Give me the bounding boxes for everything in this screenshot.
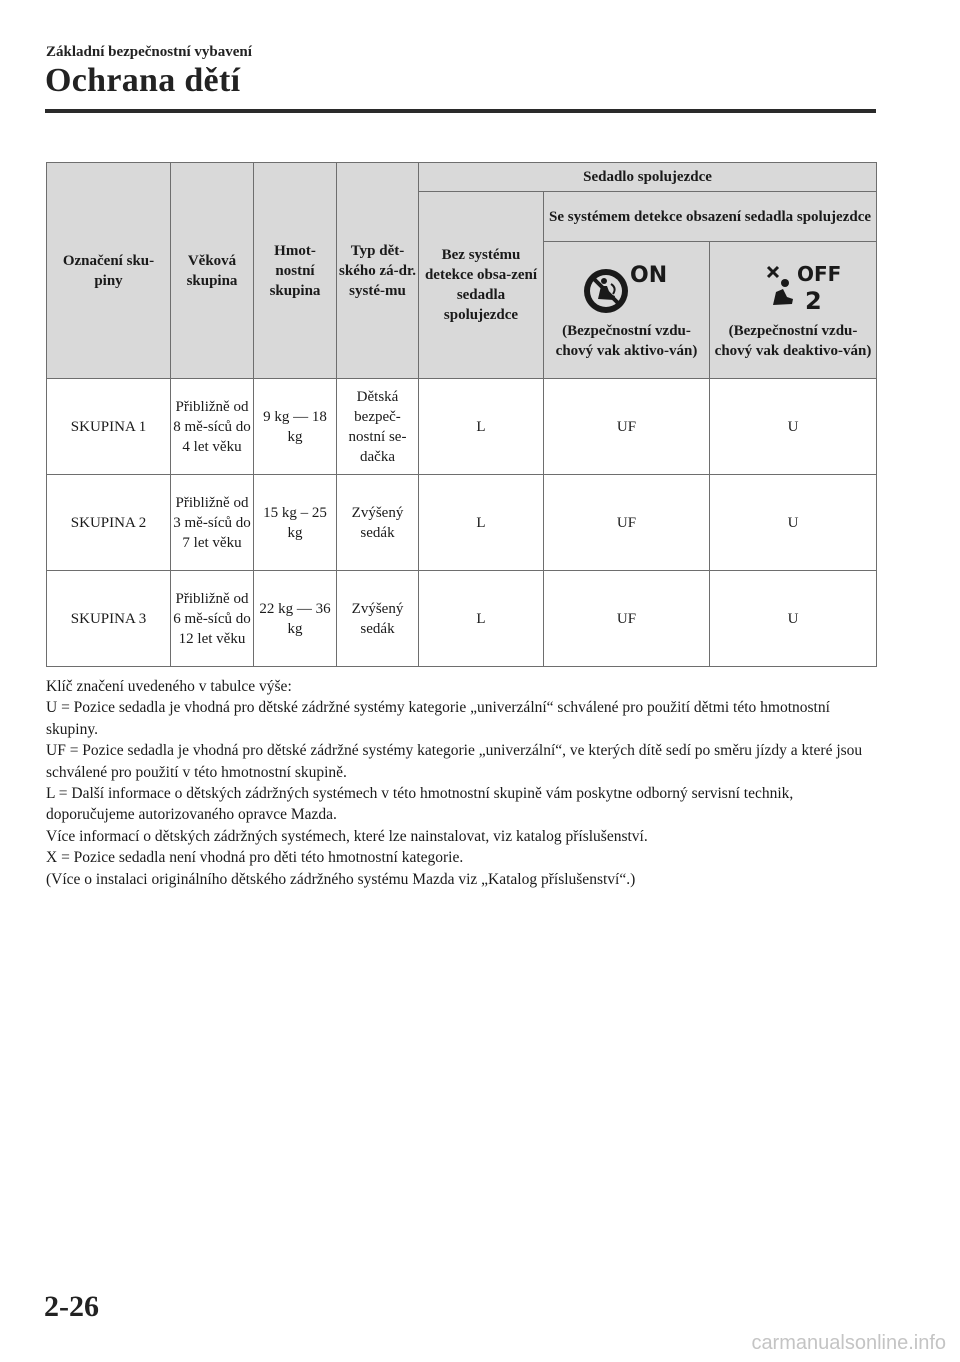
- cell-airbag-off: U: [710, 379, 877, 475]
- airbag-on-label: (Bezpečnostní vzdu-chový vak aktivo-ván): [555, 323, 698, 359]
- cell-airbag-on: UF: [544, 475, 710, 571]
- airbag-off-indicator-icon: [712, 259, 874, 319]
- section-label: Základní bezpečnostní vybavení: [46, 44, 252, 60]
- svg-text:ON: ON: [629, 263, 667, 288]
- header-group-designation: Označení sku-piny: [47, 163, 171, 379]
- watermark: carmanualsonline.info: [751, 1332, 946, 1354]
- cell-age: Přibližně od 8 mě-síců do 4 let věku: [171, 379, 254, 475]
- cell-age: Přibližně od 3 mě-síců do 7 let věku: [171, 475, 254, 571]
- legend-item-l: L = Další informace o dětských zádržných systémech v této hmotnostní skupině vám poskytne odborný servisní technik, doporučujeme autorizovaného opravce Mazda.: [46, 785, 794, 824]
- cell-airbag-off: U: [710, 475, 877, 571]
- cell-weight: 15 kg – 25 kg: [254, 475, 337, 571]
- table-row: [47, 571, 877, 667]
- legend-item-x: X = Pozice sedadla není vhodná pro děti této hmotnostní kategorie.: [46, 849, 464, 867]
- table-legend: [46, 676, 876, 890]
- cell-without-detection: L: [419, 571, 544, 667]
- cell-group: SKUPINA 3: [47, 571, 171, 667]
- svg-text:2: 2: [805, 287, 822, 315]
- table-row: [47, 379, 877, 475]
- airbag-off-label: (Bezpečnostní vzdu-chový vak deaktivo-ván): [714, 323, 872, 359]
- cell-type: Dětská bezpeč-nostní se-dačka: [337, 379, 419, 475]
- cell-without-detection: L: [419, 379, 544, 475]
- cell-weight: 22 kg — 36 kg: [254, 571, 337, 667]
- airbag-on-indicator-icon: [546, 259, 707, 319]
- cell-airbag-on: UF: [544, 571, 710, 667]
- header-restraint-type: Typ dět-ského zá-dr. systé-mu: [337, 163, 419, 379]
- header-passenger-seat: Sedadlo spolujezdce: [419, 163, 877, 192]
- cell-weight: 9 kg — 18 kg: [254, 379, 337, 475]
- cell-type: Zvýšený sedák: [337, 571, 419, 667]
- cell-group: SKUPINA 1: [47, 379, 171, 475]
- header-weight-group: Hmot-nostní skupina: [254, 163, 337, 379]
- cell-airbag-on: UF: [544, 379, 710, 475]
- cell-group: SKUPINA 2: [47, 475, 171, 571]
- cell-type: Zvýšený sedák: [337, 475, 419, 571]
- header-with-detection: Se systémem detekce obsazení sedadla spolujezdce: [544, 192, 877, 242]
- legend-item-uf: UF = Pozice sedadla je vhodná pro dětské zádržné systémy kategorie „univerzální“, ve kterých dítě sedí po směru jízdy a které jsou schválené pro použití v této hmotnostní skupině.: [46, 742, 863, 781]
- legend-item-catalog: Více informací o dětských zádržných systémech, které lze nainstalovat, viz katalog příslušenství.: [46, 827, 648, 845]
- header-age-group: Věková skupina: [171, 163, 254, 379]
- svg-text:OFF: OFF: [797, 262, 842, 286]
- title-divider: [45, 109, 876, 113]
- legend-item-u: U = Pozice sedadla je vhodná pro dětské zádržné systémy kategorie „univerzální“ schválené pro použití dětmi této hmotnostní skupiny.: [46, 699, 830, 738]
- cell-without-detection: L: [419, 475, 544, 571]
- page-title: Ochrana dětí: [45, 62, 241, 99]
- cell-age: Přibližně od 6 mě-síců do 12 let věku: [171, 571, 254, 667]
- page-number: 2-26: [44, 1290, 99, 1323]
- legend-title: Klíč značení uvedeného v tabulce výše:: [46, 678, 292, 695]
- header-airbag-on: [544, 242, 710, 379]
- header-airbag-off: [710, 242, 877, 379]
- legend-item-note: (Více o instalaci originálního dětského zádržného systému Mazda viz „Katalog příslušenství“.): [46, 870, 636, 888]
- table-row: [47, 475, 877, 571]
- child-seat-suitability-table: [46, 162, 877, 667]
- cell-airbag-off: U: [710, 571, 877, 667]
- header-without-detection: Bez systému detekce obsa-zení sedadla spolujezdce: [419, 192, 544, 379]
